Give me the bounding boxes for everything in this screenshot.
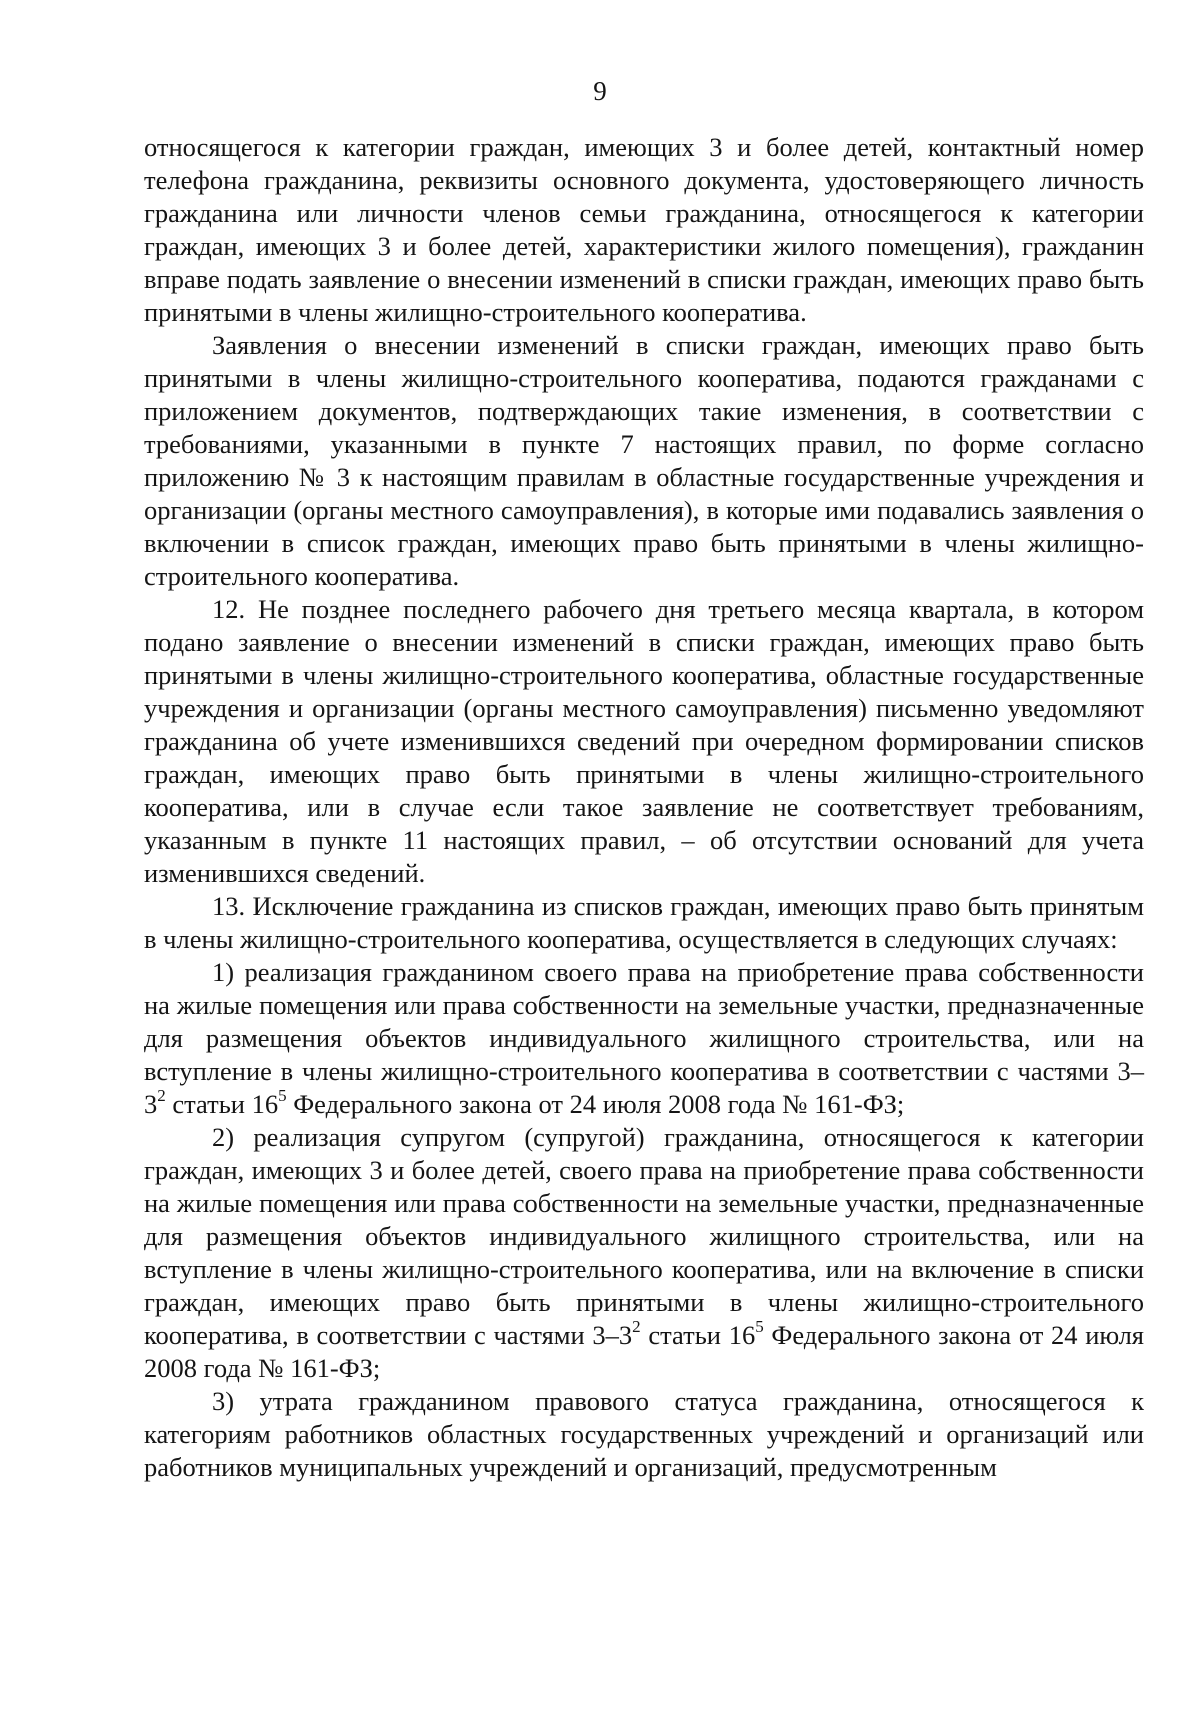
paragraph-text: статьи 16 [165, 1089, 279, 1119]
superscript: 5 [278, 1086, 287, 1106]
paragraph-text: 3) утрата гражданином правового статуса гражданина, относящегося к категориям работников областных государственных учреждений и организаций или работников муниципальных учреждений и организаций, предусмотренным [144, 1386, 1144, 1482]
superscript: 5 [755, 1317, 764, 1337]
paragraph-text: Федерального закона от 24 июля 2008 года № 161-ФЗ; [286, 1089, 905, 1119]
paragraph-text: 2) реализация супругом (супругой) гражданина, относящегося к категории граждан, имеющих 3 и более детей, своего права на приобретение права собственности на жилые помещения или права собственности на земельные участки, предназначенные для размещения объектов индивидуального жилищного строительства, или на вступление в члены жилищно-строительного кооператива, или на включение в списки граждан, имеющих право быть принятыми в члены жилищно-строительного кооператива, в соответствии с частями 3–3 [144, 1122, 1144, 1350]
paragraph-text: 13. Исключение гражданина из списков граждан, имеющих право быть принятым в члены жилищно-строительного кооператива, осуществляется в следующих случаях: [144, 891, 1144, 954]
superscript: 2 [157, 1086, 166, 1106]
paragraph-p7 [144, 1385, 1144, 1484]
paragraph-text: 12. Не позднее последнего рабочего дня третьего месяца квартала, в котором подано заявление о внесении изменений в списки граждан, имеющих право быть принятыми в члены жилищно-строительного кооператива, областные государственные учреждения и организации (органы местного самоуправления) письменно уведомляют гражданина об учете изменившихся сведений при очередном формировании списков граждан, имеющих право быть принятыми в члены жилищно-строительного кооператива, или в случае если такое заявление не соответствует требованиям, указанным в пункте 11 настоящих правил, – об отсутствии оснований для учета изменившихся сведений. [144, 594, 1144, 888]
paragraph-p5 [144, 956, 1144, 1121]
superscript: 2 [632, 1317, 641, 1337]
paragraph-p4 [144, 890, 1144, 956]
paragraph-text: относящегося к категории граждан, имеющих 3 и более детей, контактный номер телефона гражданина, реквизиты основного документа, удостоверяющего личность гражданина или личности членов семьи гражданина, относящегося к категории граждан, имеющих 3 и более детей, характеристики жилого помещения), гражданин вправе подать заявление о внесении изменений в списки граждан, имеющих право быть принятыми в члены жилищно-строительного кооператива. [144, 132, 1144, 327]
paragraph-text: Заявления о внесении изменений в списки граждан, имеющих право быть принятыми в члены жилищно-строительного кооператива, подаются гражданами с приложением документов, подтверждающих такие изменения, в соответствии с требованиями, указанными в пункте 7 настоящих правил, по форме согласно приложению № 3 к настоящим правилам в областные государственные учреждения и организации (органы местного самоуправления), в которые ими подавались заявления о включении в список граждан, имеющих право быть принятыми в члены жилищно-строительного кооператива. [144, 330, 1144, 591]
paragraph-text: 1) реализация гражданином своего права на приобретение права собственности на жилые помещения или права собственности на земельные участки, предназначенные для размещения объектов индивидуального жилищного строительства, или на вступление в члены жилищно-строительного кооператива в соответствии с частями 3–3 [144, 957, 1144, 1119]
paragraph-p2 [144, 329, 1144, 593]
paragraph-text: статьи 16 [640, 1320, 756, 1350]
paragraph-p3 [144, 593, 1144, 890]
body-text [144, 131, 1144, 1484]
paragraph-text: Федерального закона от 24 июля 2008 года № 161-ФЗ; [144, 1320, 1144, 1383]
paragraph-p6 [144, 1121, 1144, 1385]
paragraph-p1 [144, 131, 1144, 329]
page-number: 9 [593, 76, 607, 106]
